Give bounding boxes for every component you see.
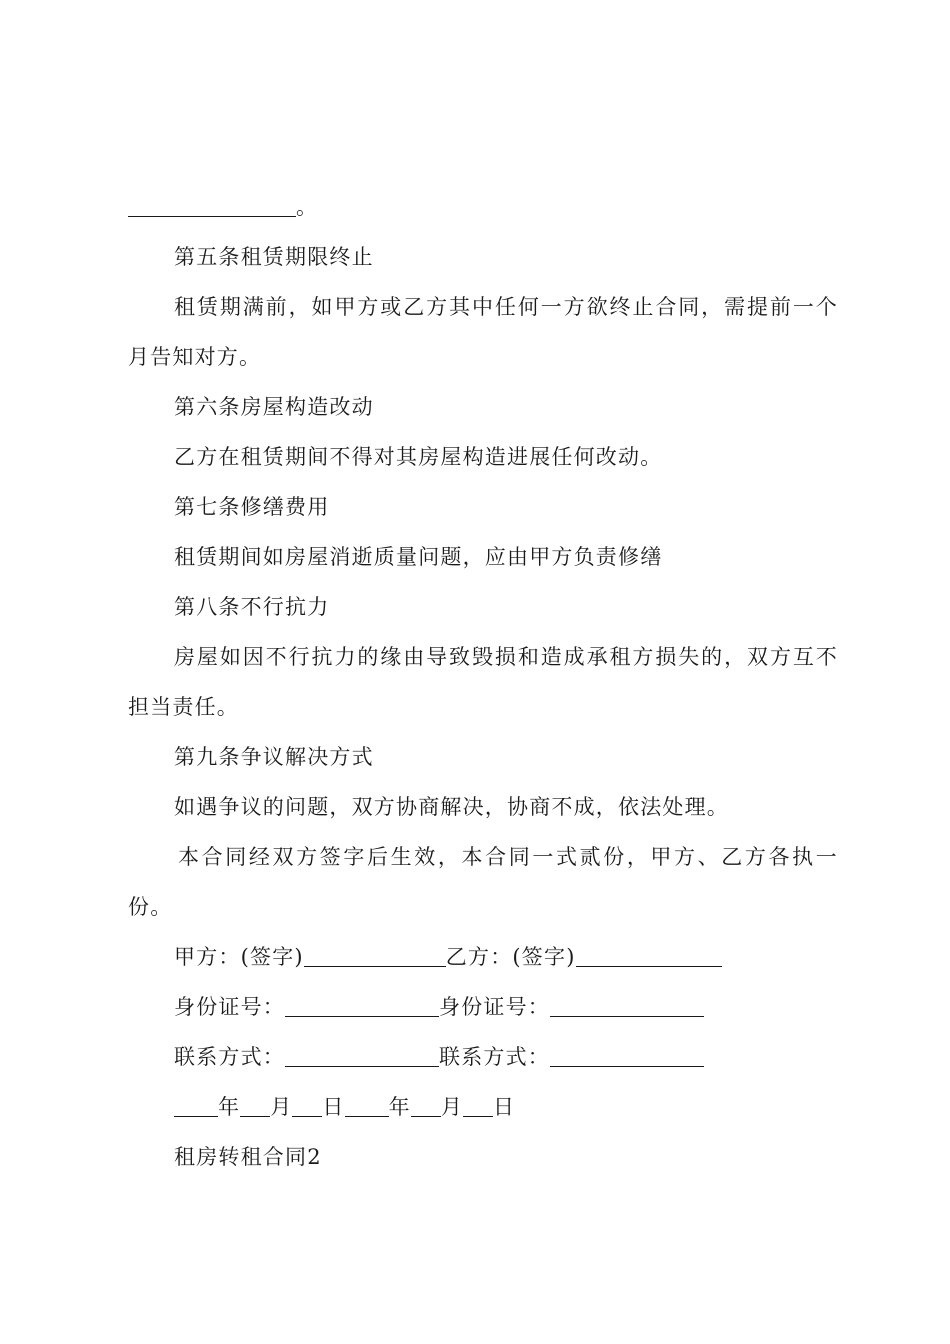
article-8-title: 第八条不行抗力 <box>174 595 330 619</box>
closing-line-2: 份。 <box>128 895 173 919</box>
id-number-row <box>174 992 838 1022</box>
article-5-title: 第五条租赁期限终止 <box>174 245 374 269</box>
party-b-id-blank <box>550 994 704 1017</box>
party-a-id-label: 身份证号： <box>174 995 285 1019</box>
article-5-body-line-1: 租赁期满前，如甲方或乙方其中任何一方欲终止合同，需提前一个 <box>174 295 838 319</box>
period: 。 <box>296 195 319 219</box>
party-a-signature-blank <box>304 944 446 967</box>
party-b-day-blank <box>463 1094 493 1117</box>
party-a-year-blank <box>174 1094 218 1117</box>
article-7-body: 租赁期间如房屋消逝质量问题，应由甲方负责修缮 <box>174 545 663 569</box>
signature-row <box>174 942 838 972</box>
day-label: 日 <box>493 1095 516 1119</box>
party-b-signature-label: 乙方：(签字) <box>445 945 576 969</box>
article-9-body: 如遇争议的问题，双方协商解决，协商不成，依法处理。 <box>174 795 729 819</box>
article-9-title: 第九条争议解决方式 <box>174 745 374 769</box>
party-a-day-blank <box>292 1094 322 1117</box>
article-6-body: 乙方在租赁期间不得对其房屋构造进展任何改动。 <box>174 445 663 469</box>
blank-line-continuation <box>128 192 838 222</box>
contact-row <box>174 1042 838 1072</box>
party-b-year-blank <box>345 1094 389 1117</box>
party-b-signature-blank <box>576 944 722 967</box>
party-b-contact-blank <box>550 1044 704 1067</box>
day-label: 日 <box>322 1095 345 1119</box>
party-a-contact-blank <box>285 1044 439 1067</box>
article-7-title: 第七条修缮费用 <box>174 495 330 519</box>
party-a-month-blank <box>240 1094 270 1117</box>
date-row <box>174 1092 838 1122</box>
month-label: 月 <box>440 1095 464 1119</box>
party-a-id-blank <box>285 994 439 1017</box>
article-5-body-line-2: 月告知对方。 <box>128 345 262 369</box>
fill-blank <box>128 194 296 217</box>
party-a-contact-label: 联系方式： <box>174 1045 285 1069</box>
next-contract-title: 租房转租合同2 <box>174 1145 322 1169</box>
party-b-id-label: 身份证号： <box>439 995 550 1019</box>
year-label: 年 <box>218 1095 241 1119</box>
article-6-title: 第六条房屋构造改动 <box>174 395 374 419</box>
year-label: 年 <box>388 1095 411 1119</box>
party-b-month-blank <box>411 1094 441 1117</box>
article-8-body-line-2: 担当责任。 <box>128 695 239 719</box>
closing-line-1: 本合同经双方签字后生效，本合同一式贰份，甲方、乙方各执一 <box>178 845 838 869</box>
article-8-body-line-1: 房屋如因不行抗力的缘由导致毁损和造成承租方损失的，双方互不 <box>174 645 838 669</box>
month-label: 月 <box>270 1095 293 1119</box>
party-b-contact-label: 联系方式： <box>439 1045 550 1069</box>
party-a-signature-label: 甲方：(签字) <box>174 945 304 969</box>
